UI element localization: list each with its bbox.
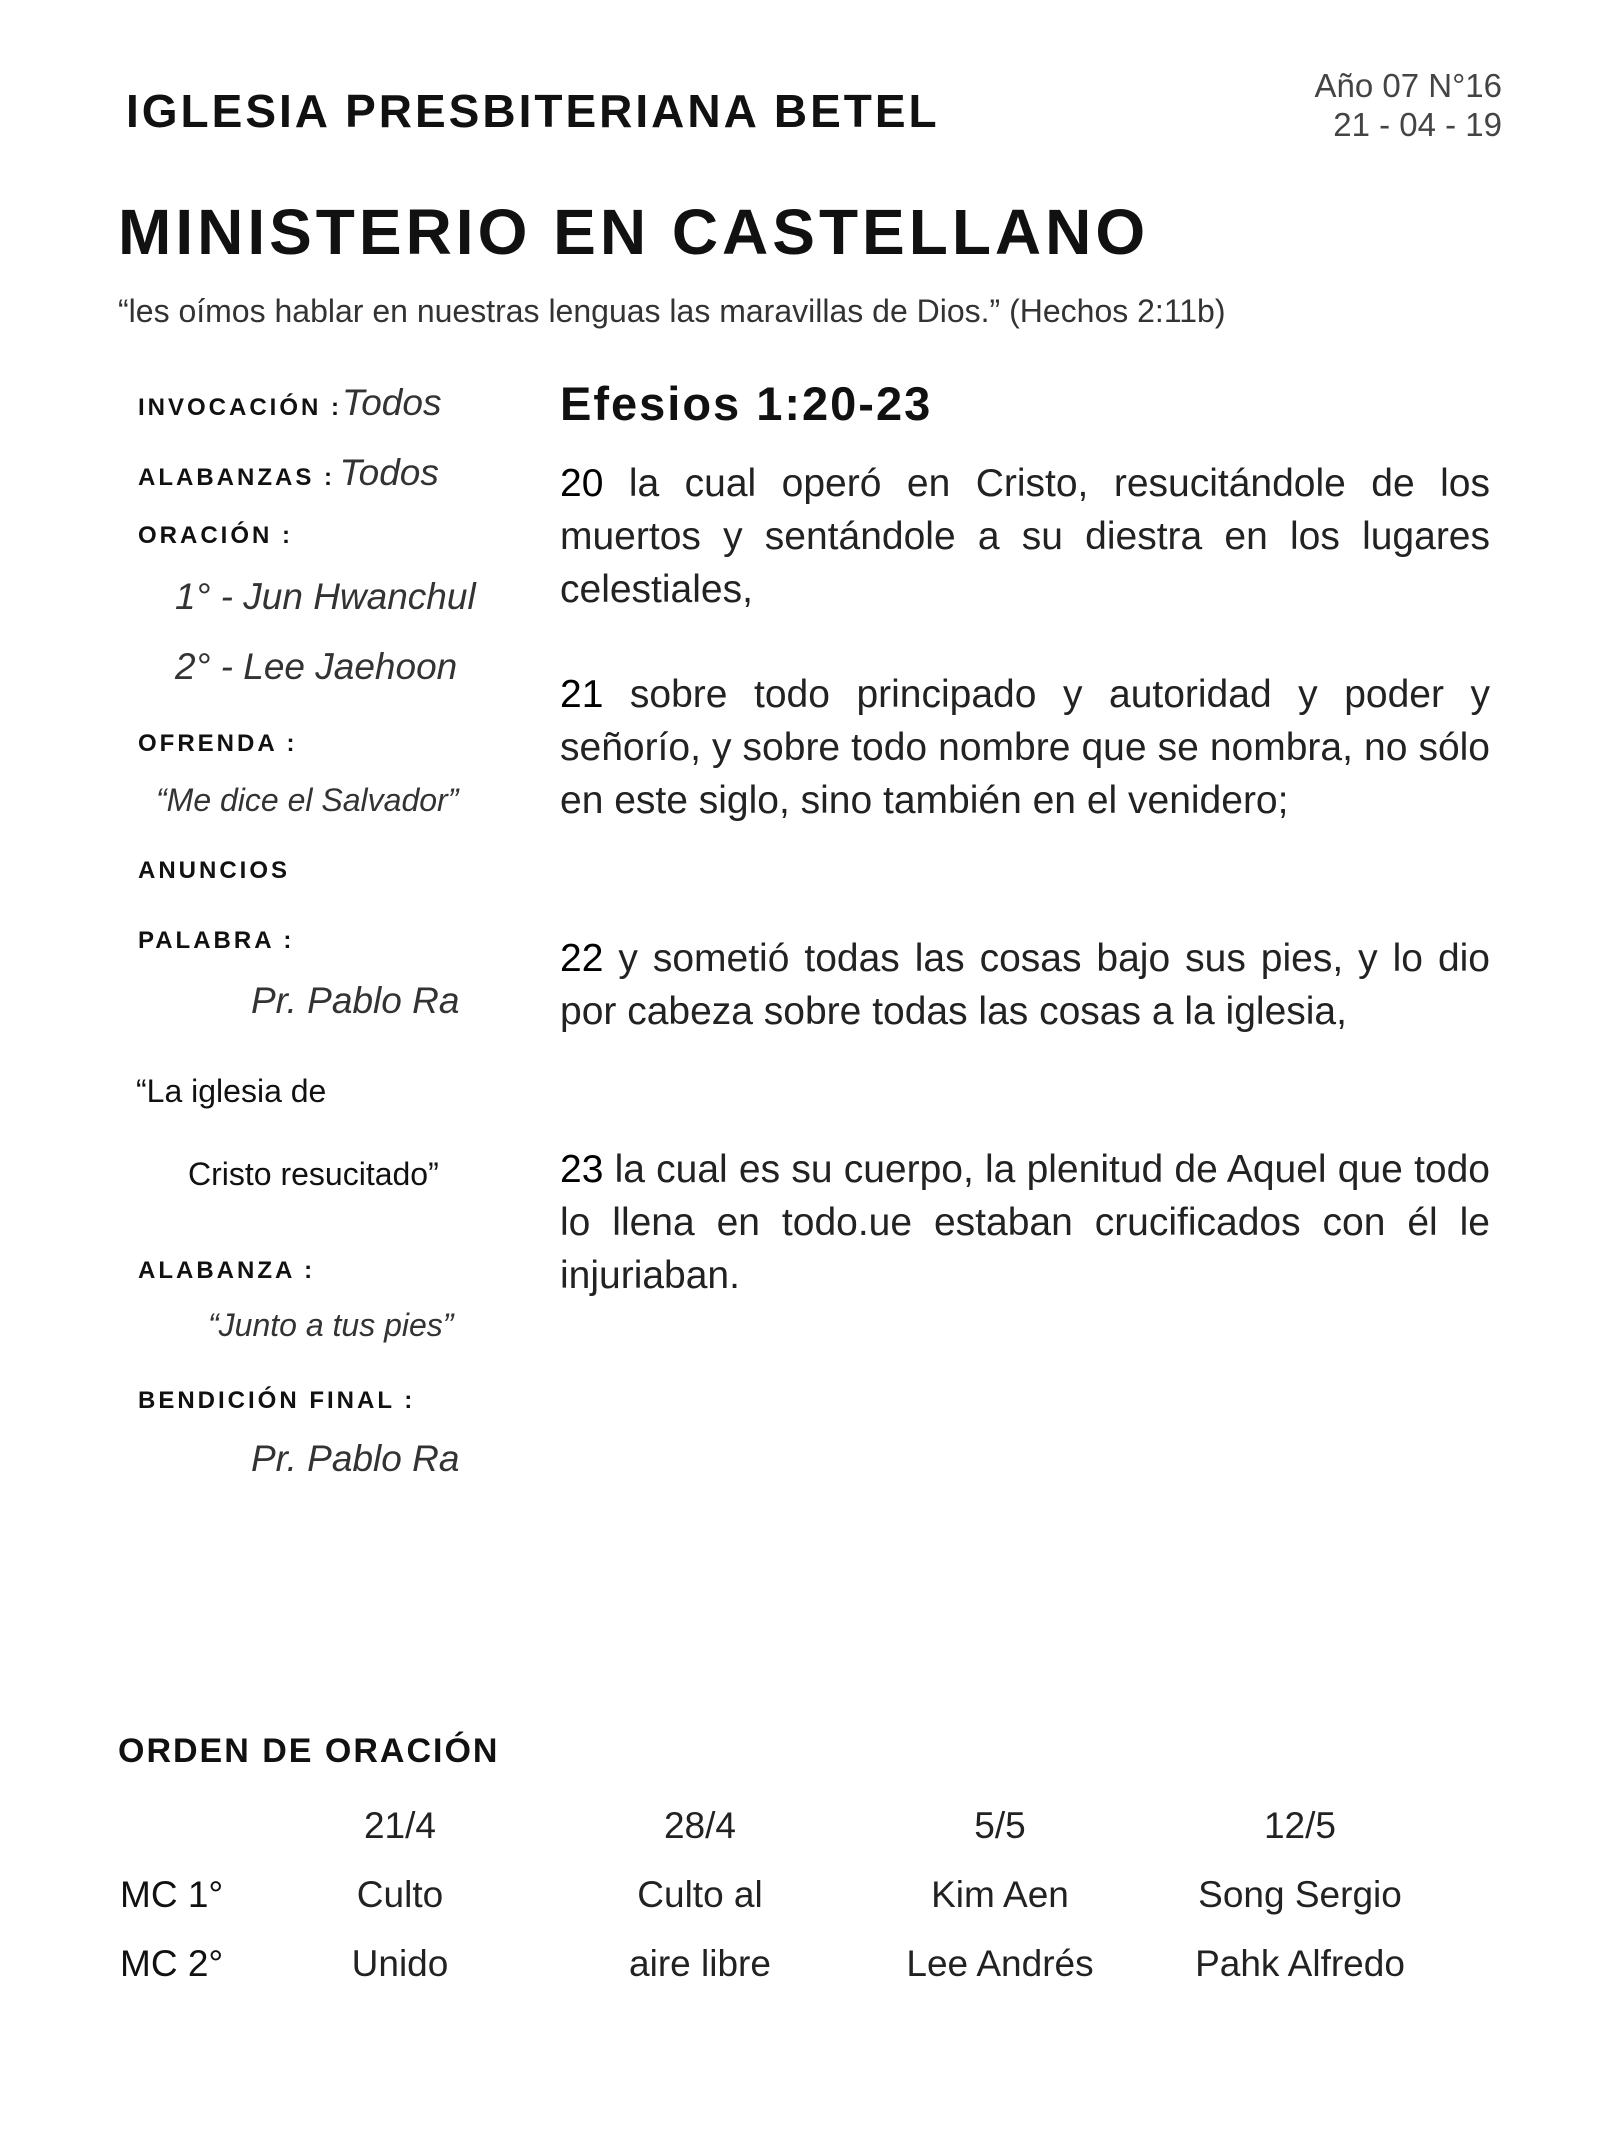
table-cell: Song Sergio [1198, 1874, 1402, 1915]
verse-21 [560, 668, 1490, 827]
verse-text: la cual es su cuerpo, la plenitud de Aquel que todo lo llena en todo.ue estaban crucificados con él le injuriaban. [560, 1148, 1490, 1297]
church-name: IGLESIA PRESBITERIANA BETEL [126, 85, 940, 137]
bendicion-label: BENDICIÓN FINAL : [138, 1387, 416, 1414]
issue-info [1315, 66, 1503, 144]
verse-text: sobre todo principado y autoridad y poder y señorío, y sobre todo nombre que se nombra, no sólo en este siglo, sino también en el venidero; [560, 673, 1490, 822]
motto-quote: “les oímos hablar en nuestras lenguas las maravillas de Dios.” (Hechos 2:11b) [118, 293, 1226, 329]
table-cell: Pahk Alfredo [1195, 1943, 1405, 1984]
bendicion-value: Pr. Pablo Ra [251, 1438, 460, 1479]
palabra-label: PALABRA : [138, 927, 295, 954]
invocacion-label: INVOCACIÓN : [138, 394, 342, 421]
oracion-first: 1° - Jun Hwanchul [175, 576, 476, 617]
palabra-value: Pr. Pablo Ra [251, 980, 460, 1021]
ofrenda-label: OFRENDA : [138, 730, 298, 757]
table-cell: Culto al [637, 1874, 763, 1915]
date-header: 5/5 [974, 1805, 1026, 1846]
verse-20 [560, 457, 1490, 616]
row-label-mc2: MC 2° [120, 1943, 224, 1984]
ofrenda-value: “Me dice el Salvador” [156, 782, 459, 818]
date-header: 21/4 [363, 1805, 436, 1846]
ministry-title: MINISTERIO EN CASTELLANO [118, 196, 1150, 268]
verse-number: 23 [560, 1148, 604, 1191]
date-header: 12/5 [1263, 1805, 1336, 1846]
anuncios-label: ANUNCIOS [138, 857, 291, 884]
verse-23 [560, 1143, 1490, 1302]
alabanza-label: ALABANZA : [138, 1257, 316, 1284]
alabanzas-row [138, 452, 439, 494]
table-cell: Unido [351, 1943, 449, 1984]
alabanzas-label: ALABANZAS : [138, 464, 335, 491]
table-cell: Lee Andrés [906, 1943, 1094, 1984]
oracion-label: ORACIÓN : [138, 522, 293, 549]
issue-date: 21 - 04 - 19 [1333, 106, 1502, 143]
verse-number: 22 [560, 937, 604, 980]
row-label-mc1: MC 1° [120, 1874, 224, 1915]
issue-number: Año 07 N°16 [1314, 67, 1502, 104]
verse-text: la cual operó en Cristo, resucitándole de los muertos y sentándole a su diestra en los lugares celestiales, [560, 462, 1490, 611]
sermon-title-line1: “La iglesia de [136, 1073, 327, 1109]
date-header: 28/4 [663, 1805, 736, 1846]
invocacion-row [138, 382, 441, 424]
verse-number: 21 [560, 673, 604, 716]
table-cell: Kim Aen [931, 1874, 1069, 1915]
oracion-second: 2° - Lee Jaehoon [175, 646, 458, 687]
passage-title: Efesios 1:20-23 [560, 377, 933, 430]
alabanza-value: “Junto a tus pies” [208, 1307, 454, 1343]
prayer-order-title: ORDEN DE ORACIÓN [118, 1732, 500, 1770]
verse-number: 20 [560, 462, 604, 505]
verse-22 [560, 932, 1490, 1038]
table-cell: aire libre [629, 1943, 771, 1984]
verse-text: y sometió todas las cosas bajo sus pies, y lo dio por cabeza sobre todas las cosas a la iglesia, [560, 937, 1490, 1033]
alabanzas-value: Todos [339, 452, 439, 493]
sermon-title-line2: Cristo resucitado” [188, 1156, 439, 1192]
invocacion-value: Todos [342, 382, 442, 423]
table-cell: Culto [356, 1874, 444, 1915]
